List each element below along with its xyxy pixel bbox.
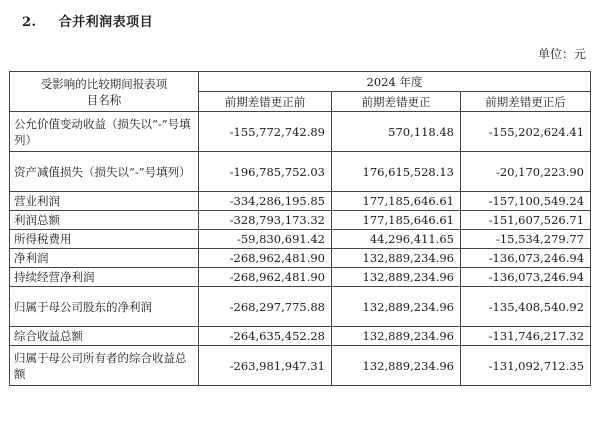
row-label: 资产减值损失（损失以“-”号填列） [10,152,199,192]
value-after: -157,100,549.24 [461,192,591,211]
value-before: -155,772,742.89 [199,112,332,152]
value-correction: 132,889,234.96 [332,346,461,386]
item-name-header-line1: 受影响的比较期间报表项 [40,76,168,91]
row-label: 所得税费用 [10,230,199,249]
table-row [10,152,591,192]
value-correction: 176,615,528.13 [332,152,461,192]
table-row [10,192,591,211]
table-row [10,230,591,249]
table-row [10,112,591,152]
value-before: -268,297,775.88 [199,287,332,327]
col-header-before: 前期差错更正前 [199,92,332,112]
row-label: 净利润 [10,249,199,268]
value-correction: 132,889,234.96 [332,327,461,346]
value-before: -334,286,195.85 [199,192,332,211]
unit-label: 单位：元 [537,47,586,61]
col-header-after: 前期差错更正后 [461,92,591,112]
value-correction: 132,889,234.96 [332,287,461,327]
item-name-header-line2: 目名称 [86,92,122,107]
value-before: -328,793,173.32 [199,211,332,230]
value-after: -136,073,246.94 [461,268,591,287]
value-correction: 177,185,646.61 [332,211,461,230]
value-before: -263,981,947.31 [199,346,332,386]
value-correction: 44,296,411.65 [332,230,461,249]
value-before: -268,962,481.90 [199,249,332,268]
value-correction: 132,889,234.96 [332,249,461,268]
value-before: -264,635,452.28 [199,327,332,346]
value-after: -131,746,217.32 [461,327,591,346]
value-after: -155,202,624.41 [461,112,591,152]
row-label: 归属于母公司股东的净利润 [10,287,199,327]
table-row [10,346,591,386]
section-number: 2. [22,15,37,30]
row-label: 公允价值变动收益（损失以“-”号填列） [10,112,199,152]
row-label: 营业利润 [10,192,199,211]
table-row [10,249,591,268]
value-correction: 177,185,646.61 [332,192,461,211]
value-correction: 132,889,234.96 [332,268,461,287]
income-statement-table [9,71,591,386]
year-header: 2024 年度 [199,72,591,92]
value-after: -20,170,223.90 [461,152,591,192]
row-label: 利润总额 [10,211,199,230]
value-before: -59,830,691.42 [199,230,332,249]
value-after: -15,534,279.77 [461,230,591,249]
value-after: -151,607,526.71 [461,211,591,230]
value-correction: 570,118.48 [332,112,461,152]
col-header-correction: 前期差错更正 [332,92,461,112]
value-after: -136,073,246.94 [461,249,591,268]
row-label: 归属于母公司所有者的综合收益总额 [10,346,199,386]
table-row [10,211,591,230]
section-heading [22,11,153,30]
section-title: 合并利润表项目 [58,15,154,30]
value-after: -131,092,712.35 [461,346,591,386]
row-label: 持续经营净利润 [10,268,199,287]
value-after: -135,408,540.92 [461,287,591,327]
value-before: -268,962,481.90 [199,268,332,287]
value-before: -196,785,752.03 [199,152,332,192]
table-row [10,327,591,346]
item-name-header [10,72,199,112]
header-row-year [10,72,591,92]
row-label: 综合收益总额 [10,327,199,346]
table-row [10,268,591,287]
table-row [10,287,591,327]
